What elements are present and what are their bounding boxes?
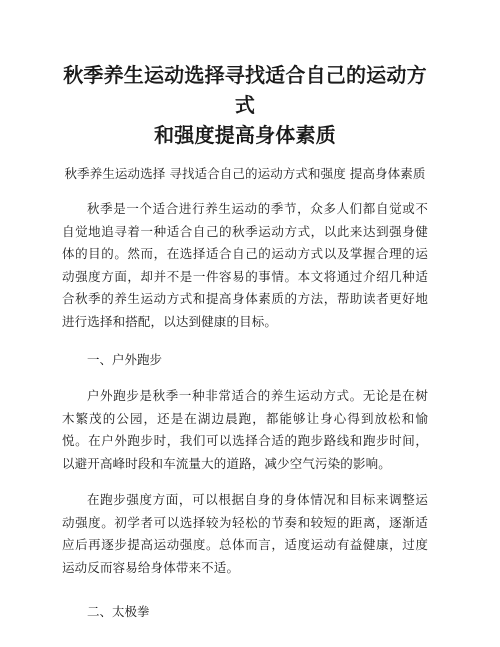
title-line-2: 和强度提高身体素质 [154, 123, 336, 147]
document-subtitle: 秋季养生运动选择 寻找适合自己的运动方式和强度 提高身体素质 [64, 166, 426, 181]
section-heading-taichi: 二、太极拳 [87, 604, 150, 619]
title-line-1: 秋季养生运动选择寻找适合自己的运动方式 [63, 63, 427, 117]
running-paragraph-2: 在跑步强度方面，可以根据自身的身体情况和目标来调整运动强度。初学者可以选择较为轻松的节奏和较短的距离，逐渐适应后再逐步提高运动强度。总体而言，适度运动有益健康，过度运动反而容易给身体带来不适。 [62, 492, 428, 575]
intro-paragraph: 秋季是一个适合进行养生运动的季节，众多人们都自觉或不自觉地追寻着一种适合自己的秋季运动方式，以此来达到强身健体的目的。然而，在选择适合自己的运动方式以及掌握合理的运动强度方面，却并不是一件容易的事情。本文将通过介绍几种适合秋季的养生运动方式和提高身体素质的方法，帮助读者更好地进行选择和搭配，以达到健康的目标。 [62, 201, 428, 329]
section-heading-running: 一、户外跑步 [87, 352, 163, 367]
document-title [62, 60, 428, 150]
running-paragraph-1: 户外跑步是秋季一种非常适合的养生运动方式。无论是在树木繁茂的公园，还是在湖边晨跑，都能够让身心得到放松和愉悦。在户外跑步时，我们可以选择合适的跑步路线和跑步时间，以避开高峰时段和车流量大的道路，减少空气污染的影响。 [62, 388, 428, 471]
